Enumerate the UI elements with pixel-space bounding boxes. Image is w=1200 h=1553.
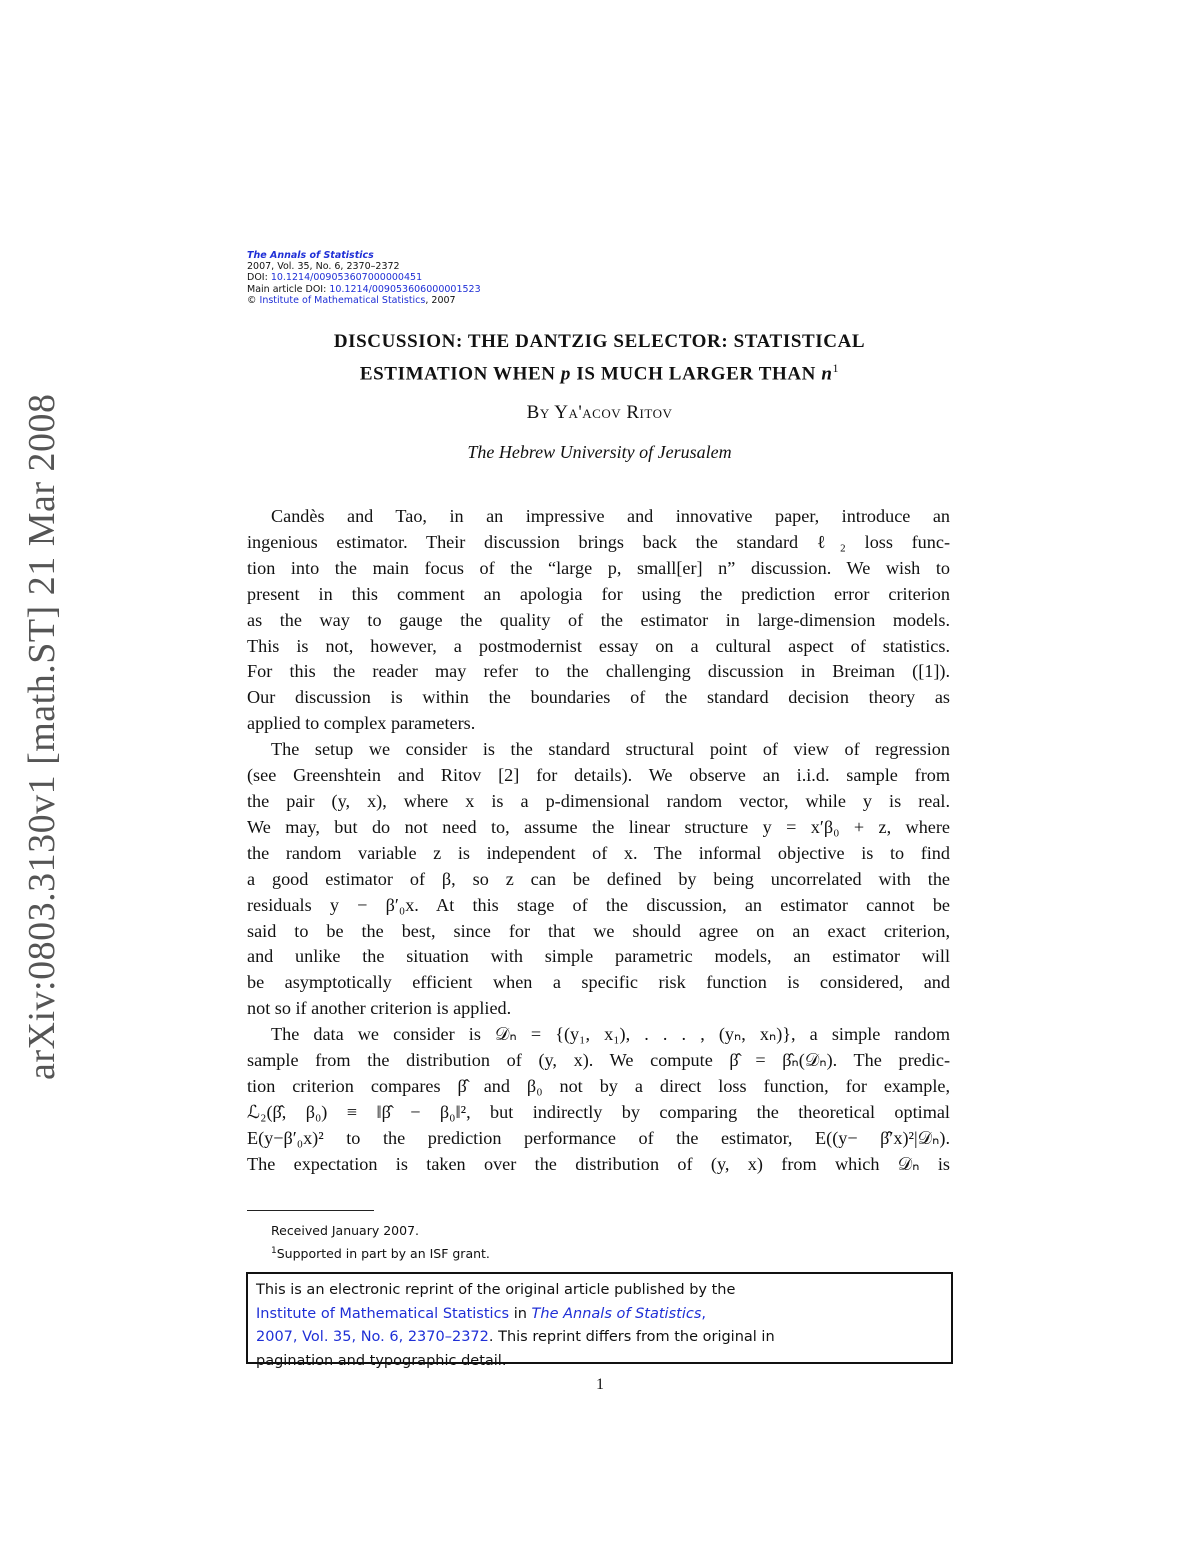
doi-link[interactable]: 10.1214/009053607000000451 [270, 272, 423, 284]
body-line: present in this comment an apologia for using the prediction error criterion [247, 583, 950, 604]
journal-info-block [247, 250, 481, 306]
journal-name-link[interactable]: The Annals of Statistics [247, 250, 374, 261]
body-line: The data we consider is 𝒟ₙ = {(y₁, x₁), . . . , (yₙ, xₙ)}, a simple random [271, 1024, 950, 1045]
body-line: be asymptotically efficient when a specific risk function is considered, and [247, 972, 950, 993]
body-line: tion criterion compares β̂ and β₀ not by a direct loss function, for example, [247, 1075, 950, 1096]
reprint-journal-link[interactable]: The Annals of Statistics [531, 1305, 702, 1322]
body-line: We may, but do not need to, assume the linear structure y = x′β₀ + z, where [247, 816, 950, 837]
body-line: For this the reader may refer to the challenging discussion in Breiman ([1]). [247, 661, 950, 682]
body-line: and unlike the situation with simple parametric models, an estimator will [247, 946, 950, 967]
body-line: The setup we consider is the standard structural point of view of regression [271, 739, 950, 760]
paper-title [247, 328, 952, 387]
body-line: tion into the main focus of the “large p, small[er] n” discussion. We wish to [247, 557, 950, 578]
arxiv-identifier-stamp: arXiv:0803.3130v1 [math.ST] 21 Mar 2008 [21, 393, 63, 1080]
author-byline: By Ya'acov Ritov [526, 402, 673, 423]
title-line-1: DISCUSSION: THE DANTZIG SELECTOR: STATISTICAL [333, 331, 866, 352]
publisher-link[interactable]: Institute of Mathematical Statistics [256, 1305, 510, 1322]
title-footnote-mark[interactable]: 1 [832, 361, 840, 375]
paragraph-3 [247, 1022, 950, 1177]
body-line: ℒ₂(β̂, β₀) ≡ ‖β̂ − β₀‖², but indirectly by comparing the theoretical optimal [247, 1101, 950, 1122]
body-line: Our discussion is within the boundaries of the standard decision theory as [247, 687, 950, 708]
body-line: as the way to gauge the quality of the estimator in large-dimension models. [247, 609, 950, 630]
body-line: ingenious estimator. Their discussion brings back the standard ℓ₂ loss func- [247, 531, 950, 552]
body-line: residuals y − β′₀x. At this stage of the discussion, an estimator cannot be [247, 894, 950, 915]
journal-volume-line: 2007, Vol. 35, No. 6, 2370–2372 [247, 261, 400, 273]
copyright-icon: © [247, 294, 257, 306]
copyright-holder-link[interactable]: Institute of Mathematical Statistics [259, 294, 426, 306]
main-article-doi-link[interactable]: 10.1214/009053606000001523 [329, 283, 481, 295]
body-line: the pair (y, x), where x is a p-dimensional random vector, while y is real. [247, 790, 950, 811]
body-line: said to be the best, since for that we should agree on an exact criterion, [247, 920, 950, 941]
body-line: the random variable z is independent of x. The informal objective is to find [247, 842, 950, 863]
paragraph-2 [247, 737, 950, 1022]
body-line: sample from the distribution of (y, x). We compute β̂ = β̂ₙ(𝒟ₙ). The predic- [247, 1050, 950, 1071]
reprint-line-1: This is an electronic reprint of the original article published by the [256, 1282, 736, 1298]
paragraph-1 [247, 504, 950, 737]
received-date-footnote: Received January 2007. [271, 1223, 419, 1238]
body-line: E(y−β′₀x)² to the prediction performance of the estimator, E((y− β̂′x)²|𝒟ₙ). [247, 1127, 950, 1148]
body-line: (see Greenshtein and Ritov [2] for details). We observe an i.i.d. sample from [247, 765, 950, 786]
reprint-line-4: pagination and typographic detail. [256, 1352, 507, 1369]
body-line: not so if another criterion is applied. [247, 998, 512, 1019]
reprint-notice-box [246, 1272, 953, 1369]
body-line: This is not, however, a postmodernist essay on a cultural aspect of statistics. [247, 635, 950, 656]
body-line: The expectation is taken over the distribution of (y, x) from which 𝒟ₙ is [247, 1153, 950, 1174]
body-line: applied to complex parameters. [247, 713, 476, 734]
grant-footnote: $^1$Supported in part by an ISF grant. [271, 1246, 490, 1262]
footnote-separator [247, 1210, 374, 1211]
reprint-line-3: 2007, Vol. 35, No. 6, 2370–2372. This reprint differs from the original in [256, 1329, 775, 1345]
body-line: a good estimator of β, so z can be defined by being uncorrelated with the [247, 868, 950, 889]
body-line: Candès and Tao, in an impressive and innovative paper, introduce an [271, 506, 950, 526]
reprint-line-2: Institute of Mathematical Statistics in The Annals of Statistics, [256, 1305, 706, 1322]
author-affiliation: The Hebrew University of Jerusalem [467, 442, 732, 462]
reprint-volume-link[interactable]: 2007, Vol. 35, No. 6, 2370–2372 [256, 1329, 489, 1345]
footnotes [247, 1220, 490, 1264]
body-text [247, 504, 950, 1178]
copyright-year: , 2007 [425, 294, 456, 306]
main-doi-label: Main article DOI: [247, 283, 330, 295]
doi-label: DOI: [247, 272, 271, 284]
title-line-2: ESTIMATION WHEN p IS MUCH LARGER THAN $n^1$ [359, 361, 840, 385]
page-number: 1 [596, 1376, 604, 1393]
